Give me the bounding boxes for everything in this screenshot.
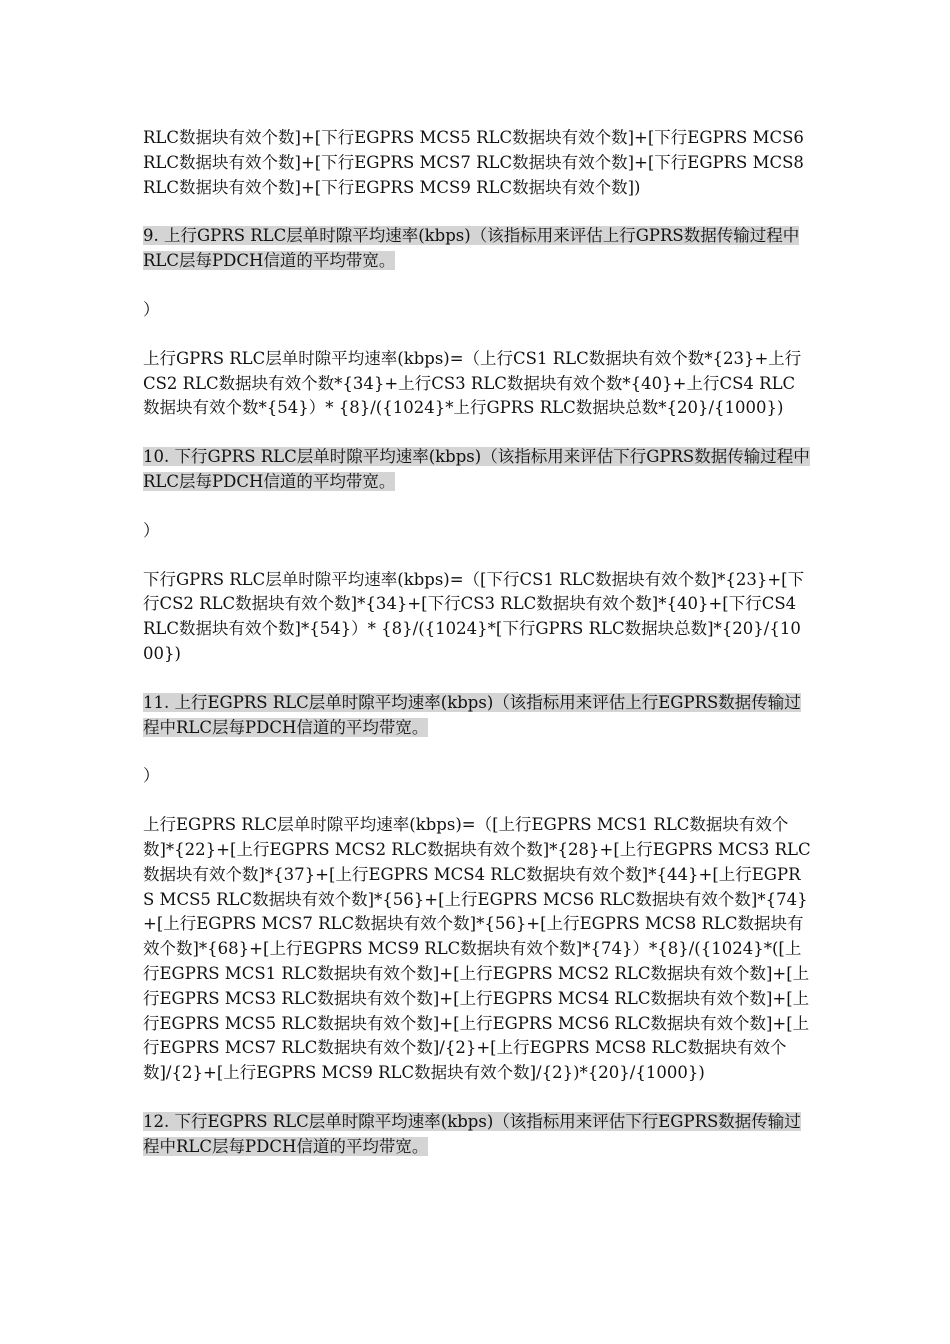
closing-paren-9: ） xyxy=(143,299,160,319)
heading-11-highlight: 11. 上行EGPRS RLC层单时隙平均速率(kbps)（该指标用来评估上行EGPRS数据传输过程中RLC层每PDCH信道的平均带宽。 xyxy=(143,692,801,737)
section-heading-12 xyxy=(143,1110,811,1160)
closing-paren-11: ） xyxy=(143,766,160,786)
section-heading-10 xyxy=(143,445,811,495)
closing-paren-10: ） xyxy=(143,520,160,540)
formula-continuation: RLC数据块有效个数]+[下行EGPRS MCS5 RLC数据块有效个数]+[下行EGPRS MCS6 RLC数据块有效个数]+[下行EGPRS MCS7 RLC数据块有效个数]+[下行EGPRS MCS8 RLC数据块有效个数]+[下行EGPRS MCS9 RLC数据块有效个数]) xyxy=(143,128,810,197)
paragraph-gap xyxy=(143,200,811,224)
paragraph-gap xyxy=(143,1086,811,1110)
paragraph-gap xyxy=(143,421,811,445)
formula-10: 下行GPRS RLC层单时隙平均速率(kbps)=（[下行CS1 RLC数据块有效个数]*{23}+[下行CS2 RLC数据块有效个数]*{34}+[下行CS3 RLC数据块有效个数]*{40}+[下行CS4 RLC数据块有效个数]*{54}）* {8}/({1024}*[下行GPRS RLC数据块总数]*{20}/{1000}) xyxy=(143,569,805,663)
formula-11: 上行EGPRS RLC层单时隙平均速率(kbps)=（[上行EGPRS MCS1 RLC数据块有效个数]*{22}+[上行EGPRS MCS2 RLC数据块有效个数]*{28}+[上行EGPRS MCS3 RLC数据块有效个数]*{37}+[上行EGPRS MCS4 RLC数据块有效个数]*{44}+[上行EGPRS MCS5 RLC数据块有效个数]*{56}+[上行EGPRS MCS6 RLC数据块有效个数]*{74}+[上行EGPRS MCS7 RLC数据块有效个数]*{56}+[上行EGPRS MCS8 RLC数据块有效个数]*{68}+[上行EGPRS MCS9 RLC数据块有效个数]*{74}）*{8}/({1024}*([上行EGPRS MCS1 RLC数据块有效个数]+[上行EGPRS MCS2 RLC数据块有效个数]+[上行EGPRS MCS3 RLC数据块有效个数]+[上行EGPRS MCS4 RLC数据块有效个数]+[上行EGPRS MCS5 RLC数据块有效个数]+[上行EGPRS MCS6 RLC数据块有效个数]+[上行EGPRS MCS7 RLC数据块有效个数]/{2}+[上行EGPRS MCS8 RLC数据块有效个数]/{2}+[上行EGPRS MCS9 RLC数据块有效个数]/{2})*{20}/{1000}) xyxy=(143,815,811,1083)
section-heading-11 xyxy=(143,691,811,741)
paragraph-gap xyxy=(143,274,811,298)
formula-9: 上行GPRS RLC层单时隙平均速率(kbps)=（上行CS1 RLC数据块有效个数*{23}+上行CS2 RLC数据块有效个数*{34}+上行CS3 RLC数据块有效个数*{40}+上行CS4 RLC数据块有效个数*{54}）* {8}/({1024}*上行GPRS RLC数据块总数*{20}/{1000}) xyxy=(143,348,802,418)
paragraph-gap xyxy=(143,789,811,813)
section-heading-9 xyxy=(143,224,811,274)
heading-12-highlight: 12. 下行EGPRS RLC层单时隙平均速率(kbps)（该指标用来评估下行EGPRS数据传输过程中RLC层每PDCH信道的平均带宽。 xyxy=(143,1111,801,1156)
heading-9-highlight: 9. 上行GPRS RLC层单时隙平均速率(kbps)（该指标用来评估上行GPRS数据传输过程中RLC层每PDCH信道的平均带宽。 xyxy=(143,226,800,271)
paragraph-gap xyxy=(143,323,811,347)
paragraph-gap xyxy=(143,667,811,691)
paragraph-gap xyxy=(143,544,811,568)
paragraph-gap xyxy=(143,495,811,519)
paragraph-gap xyxy=(143,740,811,764)
document-page xyxy=(143,126,811,1160)
heading-10-highlight: 10. 下行GPRS RLC层单时隙平均速率(kbps)（该指标用来评估下行GPRS数据传输过程中RLC层每PDCH信道的平均带宽。 xyxy=(143,447,810,491)
